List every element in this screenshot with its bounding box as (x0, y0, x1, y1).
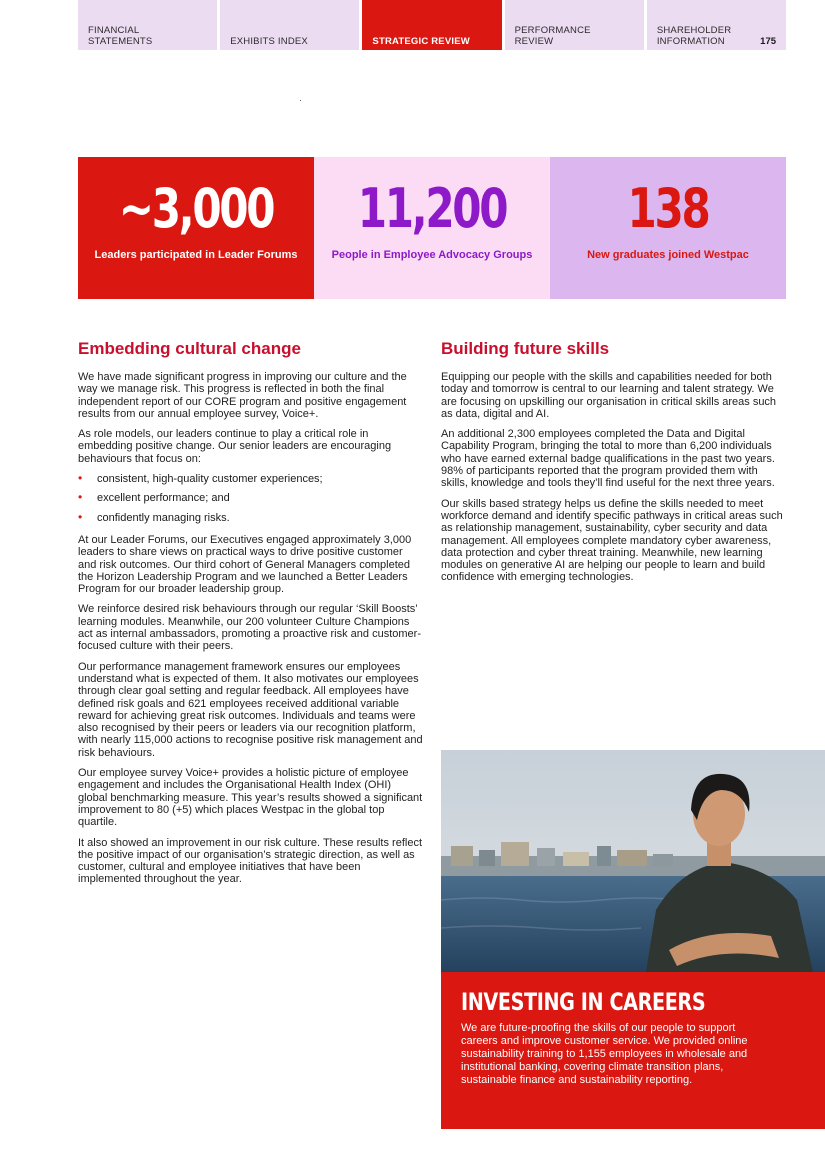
tab-label: PERFORMANCE REVIEW (514, 25, 591, 47)
stat-label: People in Employee Advocacy Groups (331, 249, 533, 261)
tab-label: SHAREHOLDER INFORMATION (656, 25, 732, 47)
page-number: 175 (760, 36, 777, 47)
paragraph: At our Leader Forums, our Executives engaged approximately 3,000 leaders to share views on practical ways to drive positive customer and risk outcomes. Our third cohort of General Managers completed the Horizon Leadership Program and we launched a Better Leaders Program for our broader leadership group. (78, 533, 412, 596)
bullet-icon: • (78, 490, 83, 505)
paragraph: We reinforce desired risk behaviours through our regular ‘Skill Boosts’ learning modules. Meanwhile, our 200 volunteer Culture Champions act as internal ambassadors, promoting a proactive risk and customer-focused culture with their peers. (78, 603, 421, 653)
stat-value: 11,200 (357, 177, 507, 240)
stats-band (78, 157, 786, 299)
tab-financial-statements[interactable] (78, 0, 217, 50)
stat-value: ~3,000 (118, 177, 274, 240)
bullet-icon: • (78, 509, 83, 524)
waterfront-portrait-illustration (441, 750, 825, 972)
tab-label: EXHIBITS INDEX (230, 35, 308, 47)
paragraph: Equipping our people with the skills and capabilities needed for both today and tomorrow is central to our learning and talent strategy. We are focusing on upskilling our organisation in critical skills areas such as data, digital and AI. (441, 371, 777, 420)
paragraph: We have made significant progress in improving our culture and the way we manage risk. This progress is reflected in both the final independent report of our CORE program and positive engagement results from our annual employee survey, Voice+. (78, 371, 407, 420)
tab-performance-review[interactable] (505, 0, 644, 50)
bullet-list (78, 473, 423, 524)
paragraph: Our performance management framework ensures our employees understand what is expected of them. It also motivates our employees through clear goal setting and regular feedback. All employees have defined risk goals and 621 employees received additional variable reward for achieving great risk outcomes. Individuals and teams were also recognised by their peers or leaders via our recognition platform, with nearly 115,000 actions to recognise positive risk management and risk behaviours. (78, 660, 423, 759)
section-nav (78, 0, 786, 50)
stat-leaders (78, 157, 314, 299)
investing-in-careers-panel (441, 972, 825, 1129)
section-heading: Building future skills (441, 339, 610, 358)
paragraph: It also showed an improvement in our risk culture. These results reflect the positive impact of our organisation’s strategic direction, as well as customer, cultural and employee initiatives that have been implemented throughout the year. (78, 836, 423, 886)
tab-label: STRATEGIC REVIEW (372, 35, 470, 47)
paragraph: As role models, our leaders continue to play a critical role in embedding positive change. Our senior leaders are encouraging behaviours that focus on: (78, 428, 392, 465)
tab-label: FINANCIAL STATEMENTS (88, 25, 153, 47)
tab-strategic-review[interactable] (362, 0, 501, 50)
future-skills-section (441, 339, 786, 592)
employee-photo (441, 750, 825, 972)
list-item-text: confidently managing risks. (97, 511, 230, 524)
list-item (78, 509, 423, 524)
decorative-dot (300, 100, 301, 101)
panel-body: We are future-proofing the skills of our people to support careers and improve customer service. We provided online sustainability training to 1,155 employees in wholesale and institutional banking, covering climate transition plans, sustainable finance and sustainability reporting. (461, 1022, 748, 1086)
list-item-text: excellent performance; and (97, 492, 230, 505)
stat-graduates (550, 157, 786, 299)
bullet-icon: • (78, 471, 83, 486)
paragraph: An additional 2,300 employees completed the Data and Digital Capability Program, bringing the total to more than 6,200 individuals who have earned external badge qualifications in the past two years. 98% of participants reported that the program provided them with skills, knowledge and tools they’ll find useful for the next three years. (441, 428, 775, 490)
tab-shareholder-information[interactable] (647, 0, 786, 50)
cultural-change-section (78, 339, 423, 894)
list-item-text: consistent, high-quality customer experiences; (97, 473, 323, 486)
stat-advocacy-groups (314, 157, 550, 299)
list-item (78, 473, 423, 485)
paragraph: Our skills based strategy helps us define the skills needed to meet workforce demand and identify specific pathways in critical areas such as relationship management, sustainability, cyber security and data management. All employees complete mandatory cyber awareness, data protection and cyber threat training. Meanwhile, new learning modules on generative AI are helping our people to learn and build confidence with emerging technologies. (441, 497, 783, 584)
stat-label: New graduates joined Westpac (587, 249, 749, 261)
stat-value: 138 (627, 177, 709, 240)
panel-title: INVESTING IN CAREERS (461, 988, 706, 1016)
section-heading: Embedding cultural change (78, 339, 301, 358)
paragraph: Our employee survey Voice+ provides a holistic picture of employee engagement and includes the Organisational Health Index (OHI) global benchmarking measure. This year’s results showed a significant improvement to 80 (+5) which places Westpac in the global top quartile. (78, 767, 423, 829)
list-item (78, 492, 423, 504)
stat-label: Leaders participated in Leader Forums (94, 249, 298, 261)
tab-exhibits-index[interactable] (220, 0, 359, 50)
